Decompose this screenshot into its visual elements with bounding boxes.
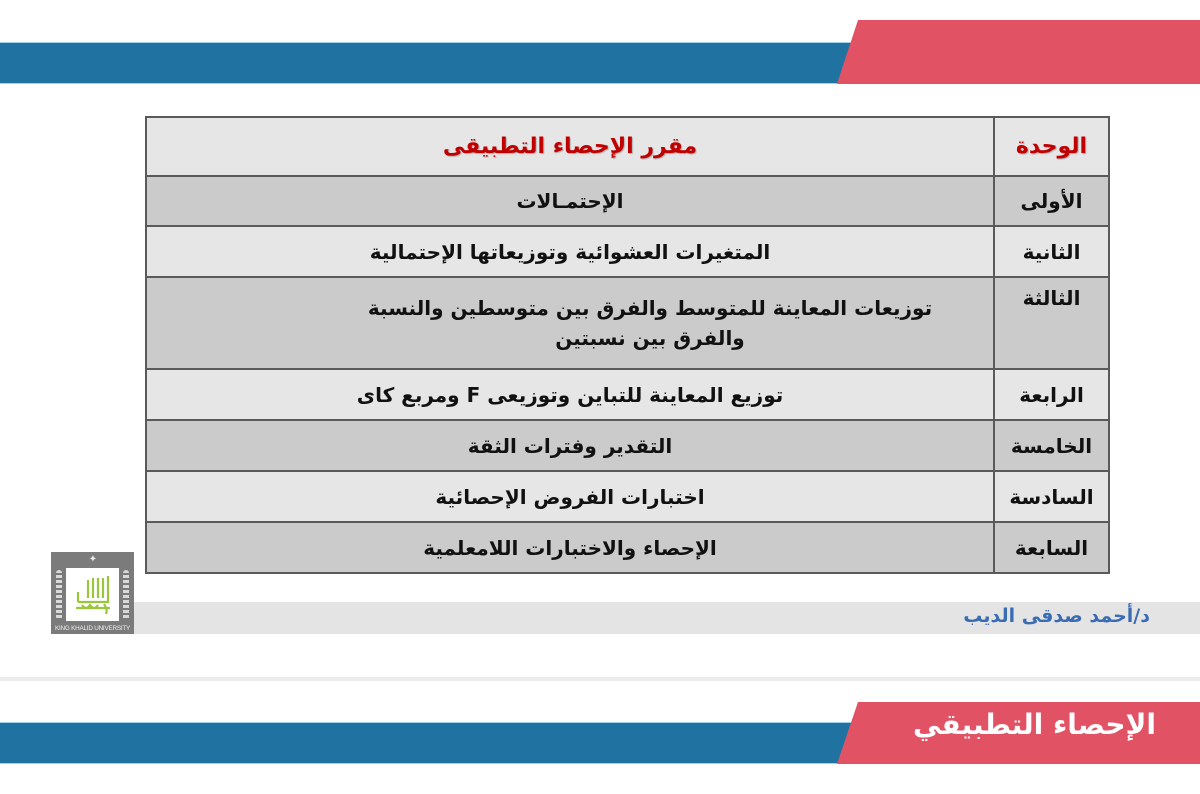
unit-cell: الثانية — [994, 226, 1109, 277]
course-units-table — [145, 116, 1110, 574]
table-row — [146, 471, 1109, 522]
logo-caption: KING KHALID UNIVERSITY — [54, 625, 131, 632]
logo-chain-left — [56, 570, 62, 620]
university-logo-icon — [51, 552, 134, 634]
logo-calligraphy-box — [66, 568, 119, 621]
unit-cell: السادسة — [994, 471, 1109, 522]
unit-cell: الأولى — [994, 176, 1109, 226]
topic-cell: الإحتمـالات — [146, 176, 994, 226]
topic-cell: اختبارات الفروض الإحصائية — [146, 471, 994, 522]
table-row — [146, 226, 1109, 277]
author-name: د/أحمد صدقى الديب — [963, 605, 1150, 627]
footer-band-blue — [0, 722, 860, 764]
unit-cell: الثالثة — [994, 277, 1109, 369]
unit-cell: الرابعة — [994, 369, 1109, 420]
separator-line — [0, 677, 1200, 681]
unit-cell: السابعة — [994, 522, 1109, 573]
topic-cell: التقدير وفترات الثقة — [146, 420, 994, 471]
table-header-row — [146, 117, 1109, 176]
topic-cell: الإحصاء والاختبارات اللامعلمية — [146, 522, 994, 573]
topic-cell: توزيعات المعاينة للمتوسط والفرق بين متوسطين والنسبة والفرق بين نسبتين — [146, 277, 994, 369]
topic-cell: المتغيرات العشوائية وتوزيعاتها الإحتمالية — [146, 226, 994, 277]
author-band — [134, 602, 1200, 634]
table-row — [146, 522, 1109, 573]
footer-title: الإحصاء التطبيقي — [913, 708, 1156, 741]
top-band-red — [837, 20, 1200, 84]
table-row — [146, 420, 1109, 471]
table-row — [146, 369, 1109, 420]
top-band-blue — [0, 42, 860, 84]
calligraphy-icon — [70, 572, 115, 617]
table-row — [146, 277, 1109, 369]
topic-cell: توزيع المعاينة للتباين وتوزيعى F ومربع كاى — [146, 369, 994, 420]
header-course: مقرر الإحصاء التطبيقى — [146, 117, 994, 176]
header-unit: الوحدة — [994, 117, 1109, 176]
table-row — [146, 176, 1109, 226]
emblem-icon: ✦ — [88, 554, 98, 565]
unit-cell: الخامسة — [994, 420, 1109, 471]
logo-chain-right — [123, 570, 129, 620]
